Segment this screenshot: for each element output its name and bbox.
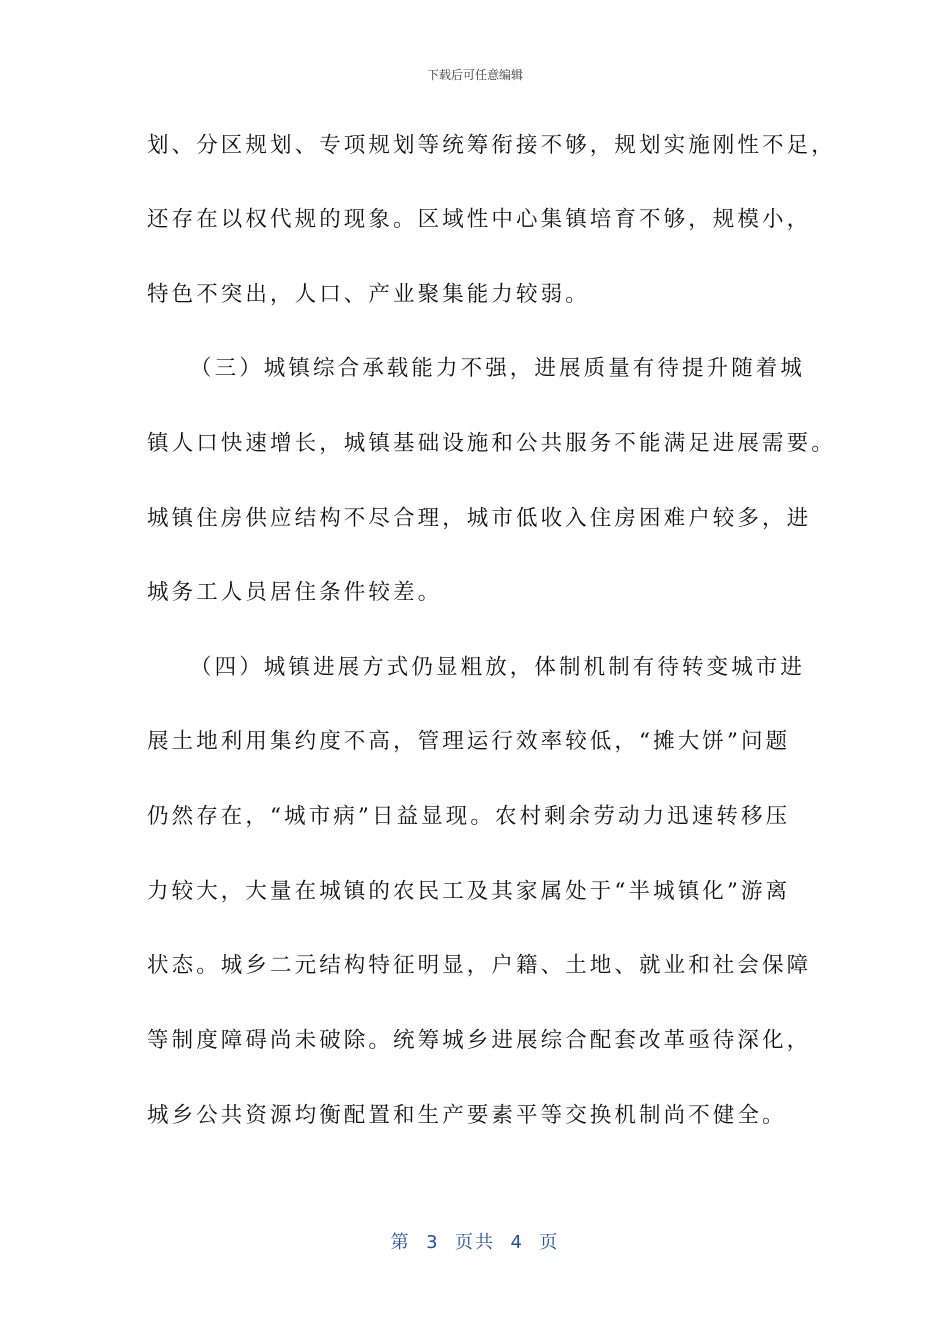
paragraph-line: （四）城镇进展方式仍显粗放，体制机制有待转变城市进	[190, 655, 806, 680]
paragraph-line: 城镇住房供应结构不尽合理，城市低收入住房困难户较多，进	[147, 506, 812, 531]
paragraph-line: 城乡公共资源均衡配置和生产要素平等交换机制尚不健全。	[147, 1103, 787, 1128]
paragraph-line: 仍然存在，“城市病”日益显现。农村剩余劳动力迅速转移压	[147, 804, 791, 829]
page-number-footer: 第 3 页共 4 页	[390, 1232, 560, 1253]
paragraph-line: 镇人口快速增长，城镇基础设施和公共服务不能满足进展需要。	[147, 431, 836, 456]
header-note: 下载后可任意编辑	[426, 68, 523, 82]
paragraph-line: 特色不突出，人口、产业聚集能力较弱。	[147, 282, 590, 307]
paragraph-line: 力较大，大量在城镇的农民工及其家属处于“半城镇化”游离	[147, 879, 791, 904]
paragraph-line: 还存在以权代规的现象。区域性中心集镇培育不够，规模小，	[147, 207, 812, 232]
paragraph-line: 划、分区规划、专项规划等统筹衔接不够，规划实施刚性不足，	[147, 133, 836, 158]
paragraph-line: （三）城镇综合承载能力不强，进展质量有待提升随着城	[190, 356, 806, 381]
paragraph-line: 状态。城乡二元结构特征明显，户籍、土地、就业和社会保障	[147, 953, 812, 978]
paragraph-line: 城务工人员居住条件较差。	[147, 580, 443, 605]
paragraph-line: 展土地利用集约度不高，管理运行效率较低，“摊大饼”问题	[147, 729, 791, 754]
paragraph-line: 等制度障碍尚未破除。统筹城乡进展综合配套改革亟待深化，	[147, 1028, 812, 1053]
